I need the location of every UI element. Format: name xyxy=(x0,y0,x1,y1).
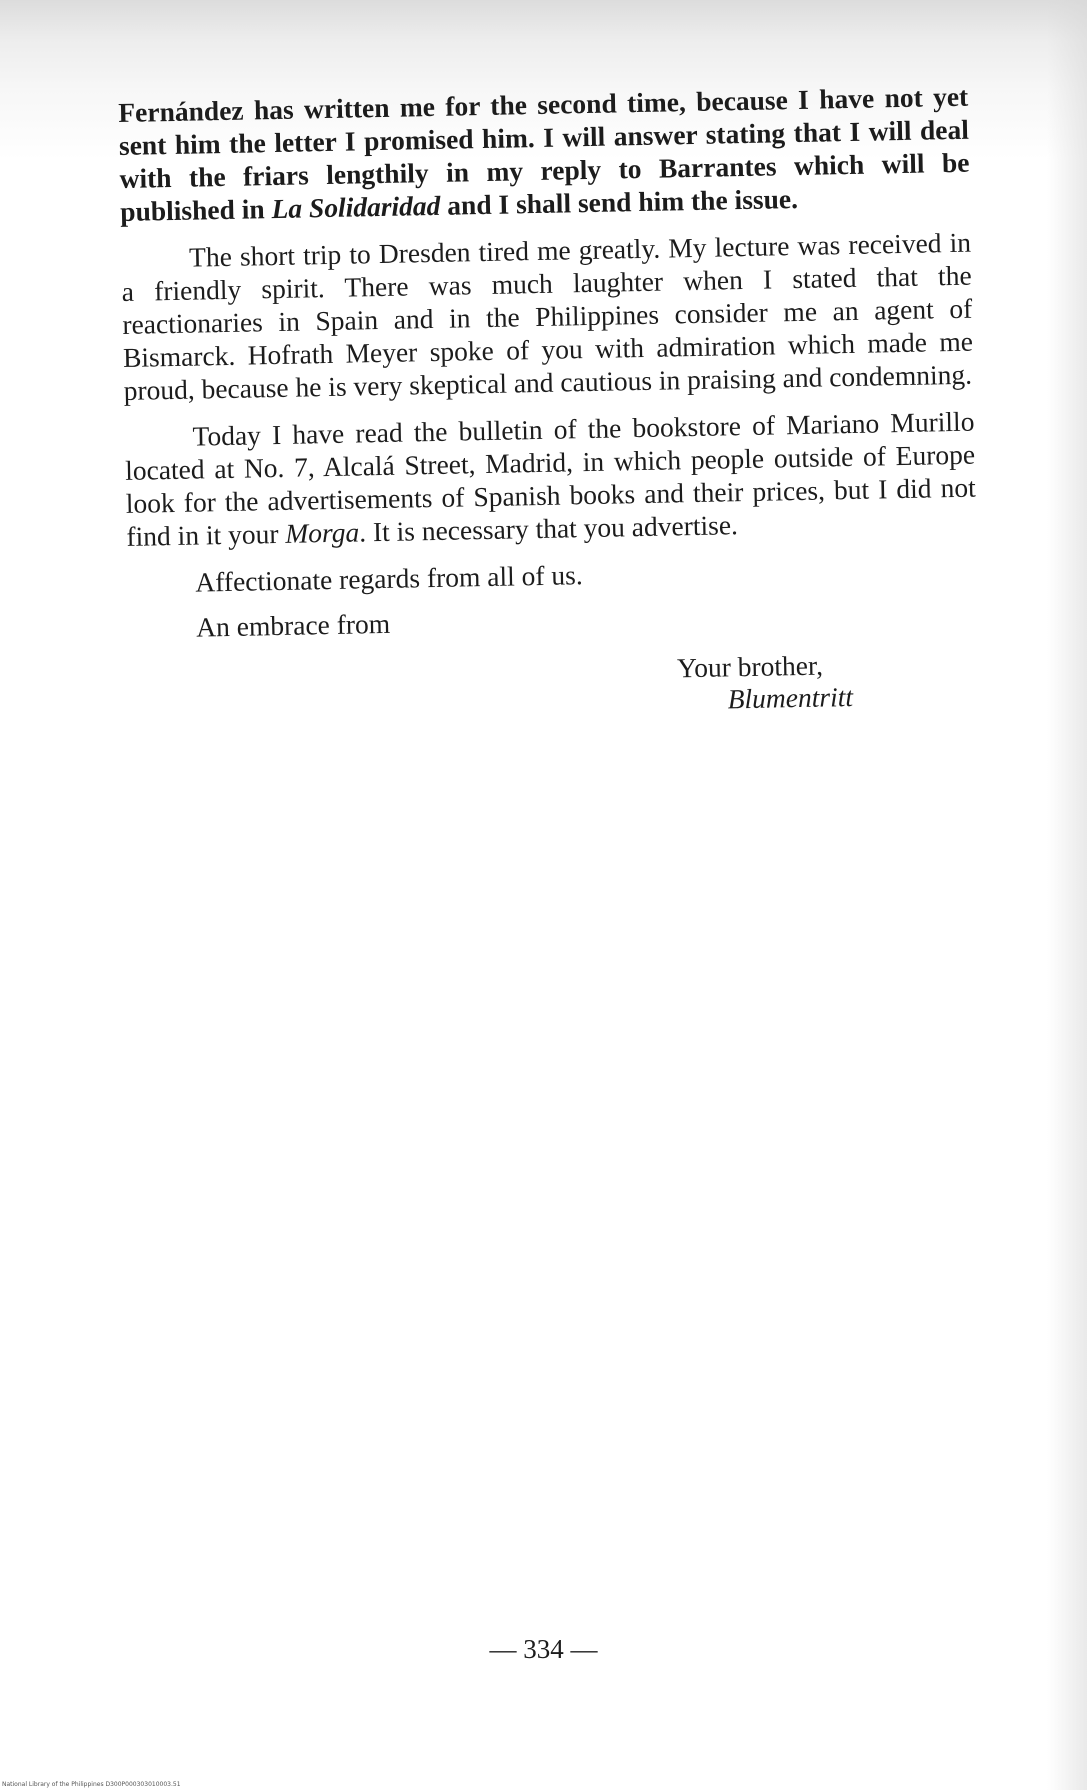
book-title: Morga xyxy=(285,516,360,549)
page-number: — 334 — xyxy=(489,1634,598,1664)
letter-body xyxy=(118,80,980,727)
paragraph-bookstore-text-start: Today I have read the bulletin of the bookstore of Mariano Murillo located at No. 7, Alcalá Street, Madrid, in which people outside of Europe look for the advertisements of Spanish books and their prices, but I did not find in it your xyxy=(124,405,976,552)
archive-caption: National Library of the Philippines D300P000303010003.51 xyxy=(2,1781,181,1788)
paragraph-bookstore-text-end: . It is necessary that you advertise. xyxy=(358,509,739,548)
newspaper-title: La Solidaridad xyxy=(271,189,441,225)
paragraph-fernandez-text-start: Fernández has written me for the second time, because I have not yet sent him the letter I promised him. I will answer stating that I will deal with the friars lengthily in my reply to Barrantes which will be published in xyxy=(118,80,970,227)
paragraph-fernandez-text-end: and I shall send him the issue. xyxy=(440,182,799,221)
signature-block xyxy=(677,647,980,717)
signature-name: Blumentritt xyxy=(727,681,854,715)
regards-line: Affectionate regards from all of us. xyxy=(195,559,583,598)
paragraph-dresden-trip: The short trip to Dresden tired me greatly. My lecture was received in a friendly spirit. There was much laughter when I stated that the reactionaries in Spain and in the Philippines consider me an agent of Bismarck. Hofrath Meyer spoke of you with admiration which made me proud, because he is very skeptical and cautious in praising and condemning. xyxy=(121,226,974,406)
embrace-line: An embrace from xyxy=(195,607,391,643)
paragraph-bookstore-bulletin xyxy=(124,405,976,553)
closing-phrase: Your brother, xyxy=(676,649,824,684)
paragraph-fernandez xyxy=(118,80,970,228)
